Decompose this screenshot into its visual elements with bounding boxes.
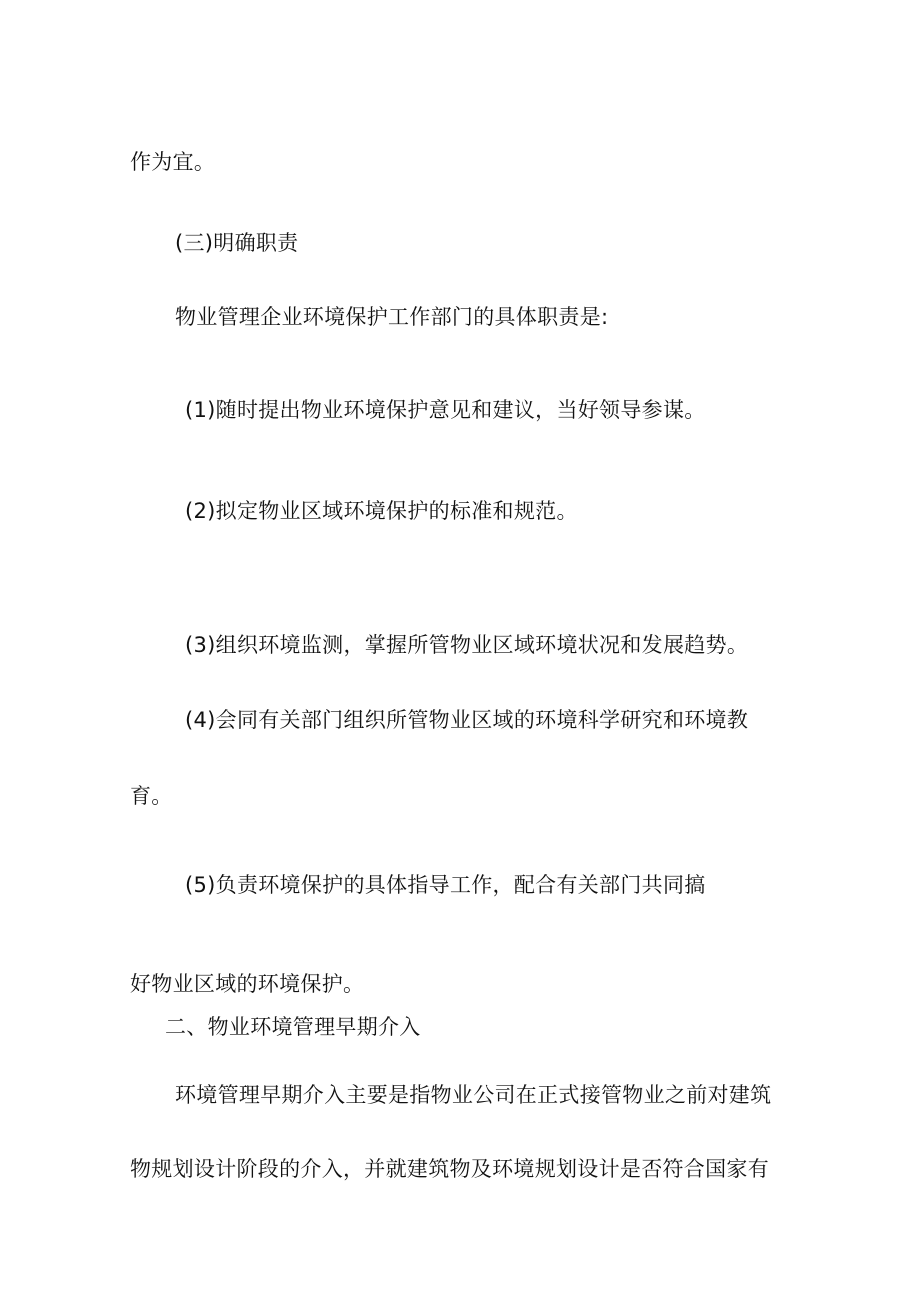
section-heading-early-involvement: 二、物业环境管理早期介入 xyxy=(165,1015,421,1039)
paragraph-continuation: 作为宜。 xyxy=(130,150,216,174)
responsibilities-intro: 物业管理企业环境保护工作部门的具体职责是: xyxy=(175,305,609,329)
responsibility-item-1: (1)随时提出物业环境保护意见和建议，当好领导参谋。 xyxy=(185,398,706,422)
responsibility-item-2: (2)拟定物业区域环境保护的标准和规范。 xyxy=(185,499,578,523)
early-involvement-paragraph-line-1: 环境管理早期介入主要是指物业公司在正式接管物业之前对建筑 xyxy=(175,1083,772,1107)
responsibility-item-4-continuation: 育。 xyxy=(130,784,173,808)
early-involvement-paragraph-line-2: 物规划设计阶段的介入，并就建筑物及环境规划设计是否符合国家有 xyxy=(130,1157,769,1181)
section-heading-responsibilities: (三)明确职责 xyxy=(175,231,299,255)
responsibility-item-3: (3)组织环境监测，掌握所管物业区域环境状况和发展趋势。 xyxy=(185,633,749,657)
responsibility-item-5-continuation: 好物业区域的环境保护。 xyxy=(130,972,365,996)
responsibility-item-5: (5)负责环境保护的具体指导工作，配合有关部门共同搞 xyxy=(185,873,706,897)
responsibility-item-4: (4)会同有关部门组织所管物业区域的环境科学研究和环境教 xyxy=(185,708,749,732)
